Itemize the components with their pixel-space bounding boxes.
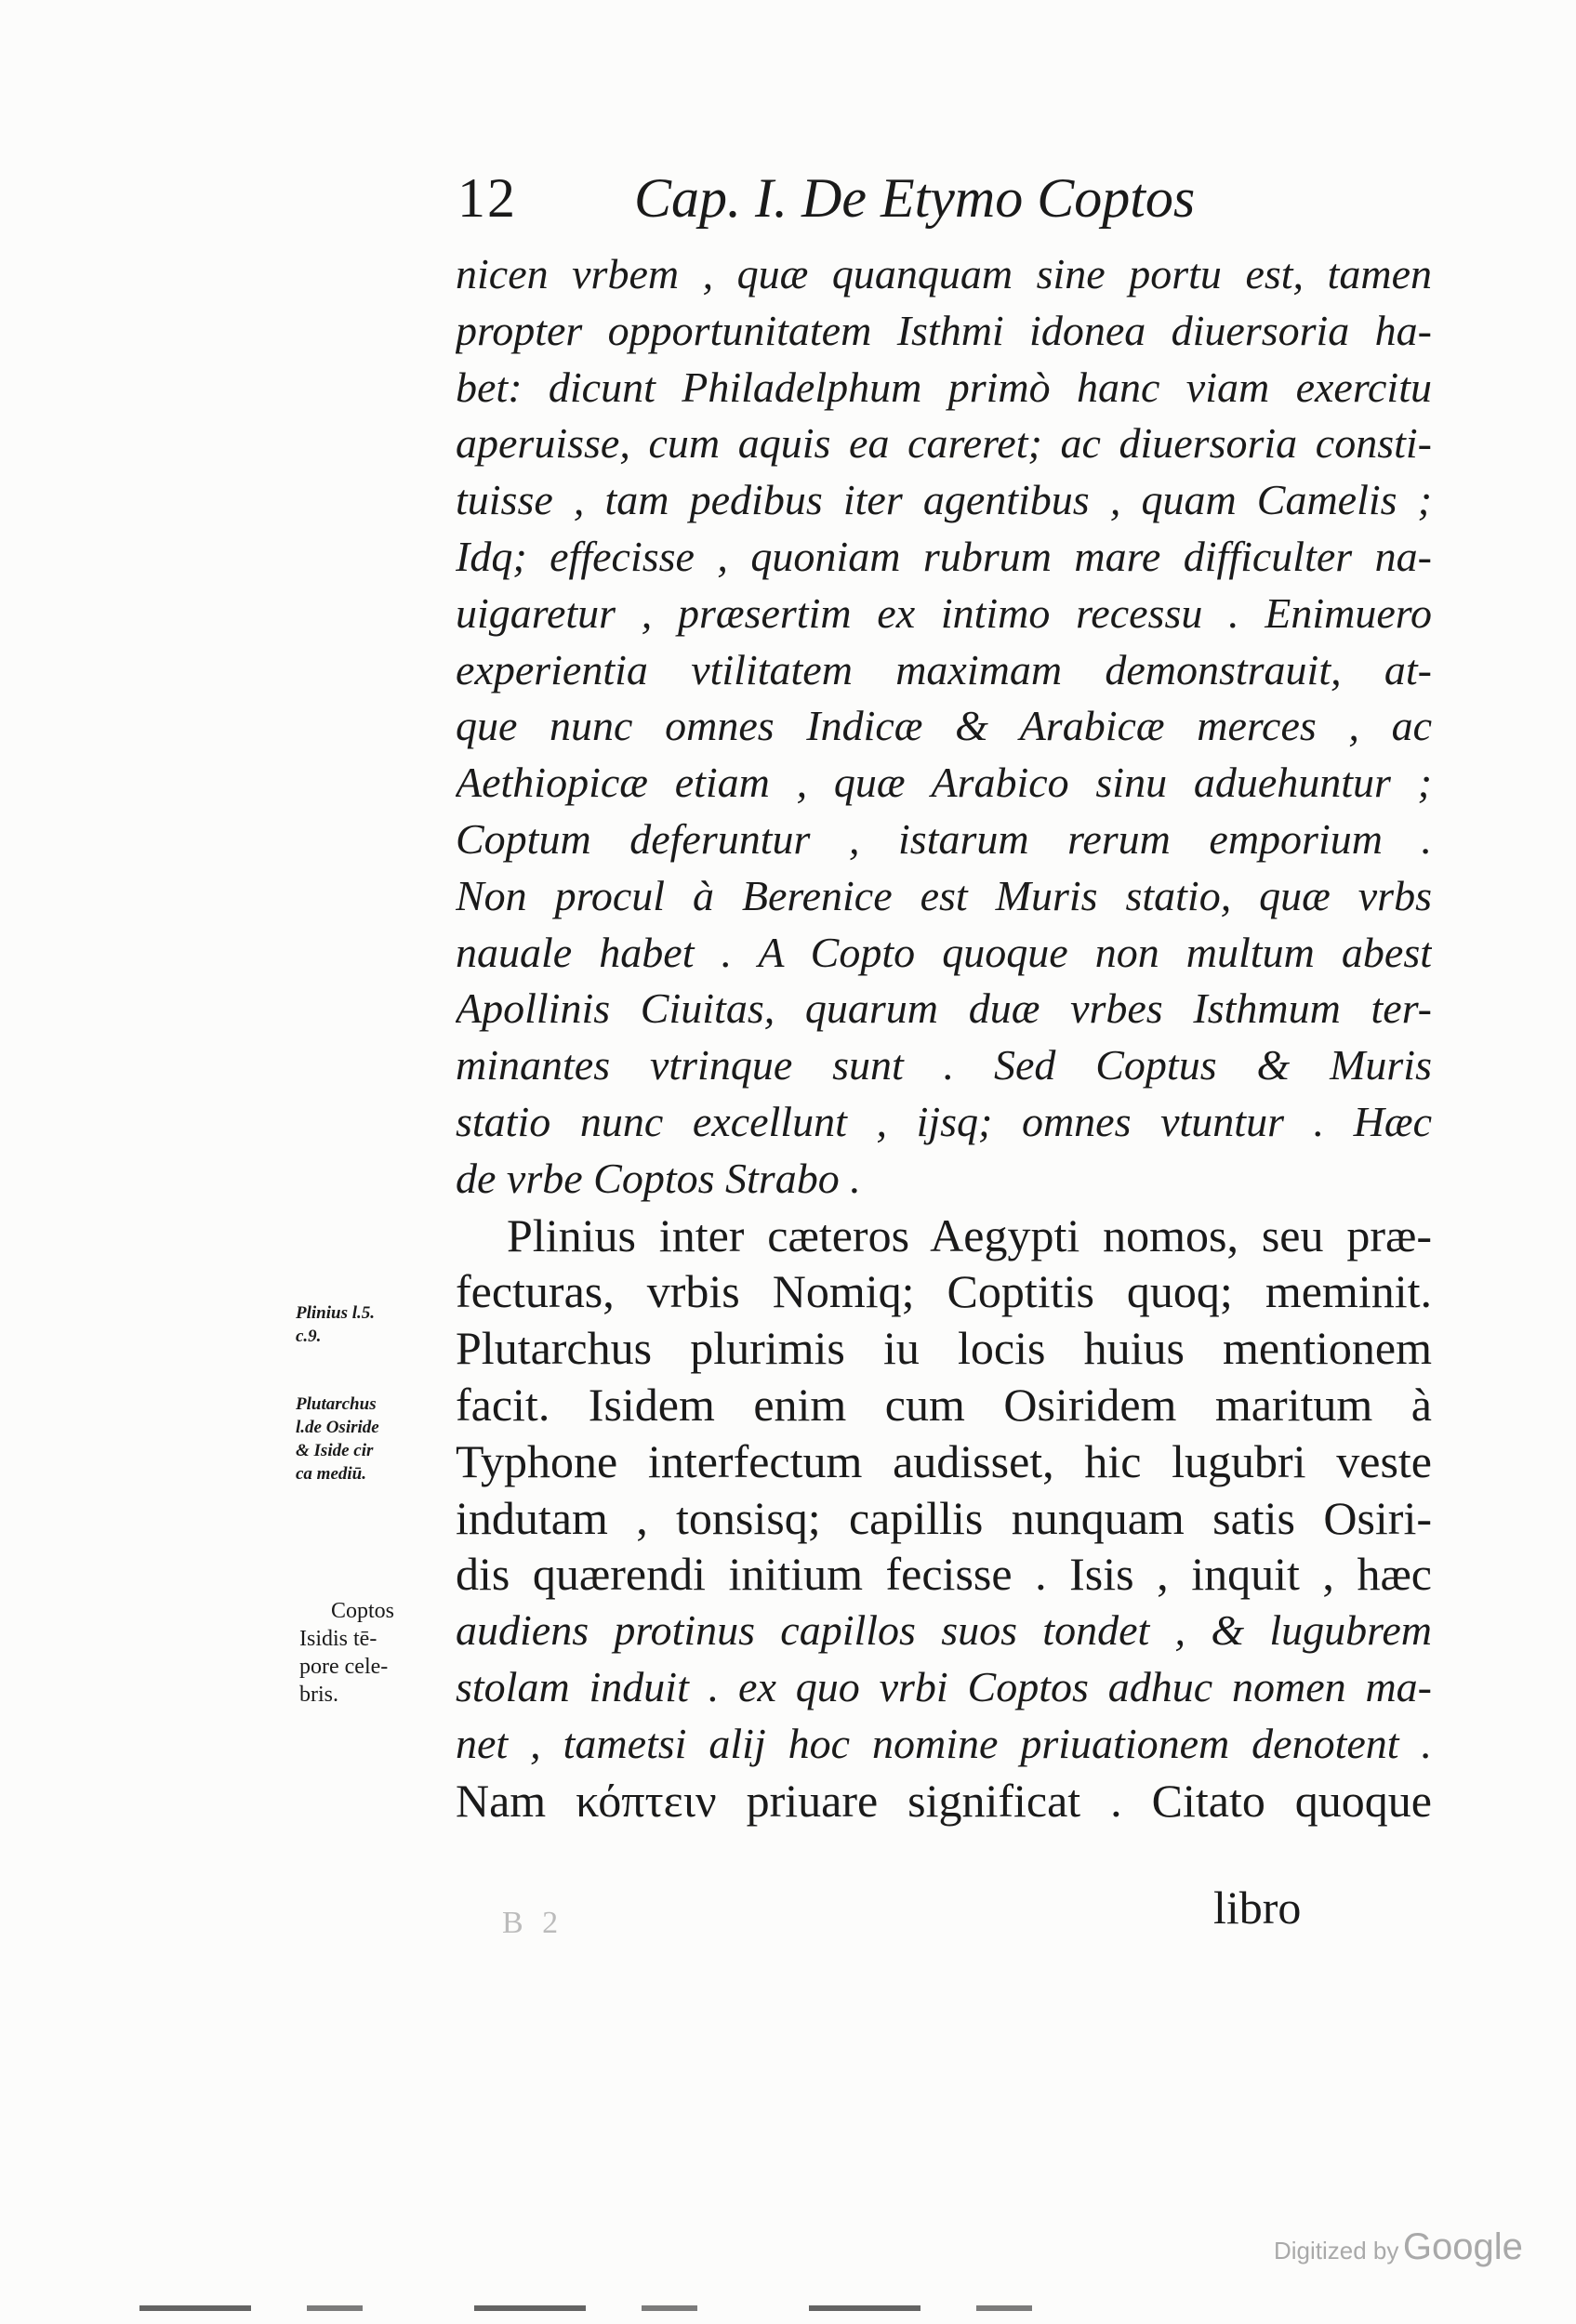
text-line: Aethiopicæ etiam , quæ Arabico sinu aduehuntur ; bbox=[456, 759, 1432, 807]
text-line: Plutarchus plurimis iu locis huius mentionem bbox=[456, 1322, 1432, 1375]
text-line: facit. Isidem enim cum Osiridem maritum à bbox=[456, 1378, 1432, 1431]
text-line: bet: dicunt Philadelphum primò hanc viam exercitu bbox=[456, 363, 1432, 411]
text-line: Apollinis Ciuitas, quarum duæ vrbes Isthmum ter- bbox=[456, 984, 1432, 1033]
margin-note-line: c.9. bbox=[296, 1327, 322, 1346]
text-line: net , tametsi alij hoc nomine priuationem denotent . bbox=[456, 1719, 1432, 1767]
text-line: de vrbe Coptos Strabo . bbox=[456, 1154, 861, 1202]
text-line: statio nunc excellunt , ijsq; omnes vtuntur . Hæc bbox=[456, 1097, 1432, 1145]
margin-note-line: Isidis tē- bbox=[299, 1627, 377, 1651]
text-line: Non procul à Berenice est Muris statio, quæ vrbs bbox=[456, 871, 1432, 919]
page-number: 12 bbox=[457, 167, 517, 229]
text-line: fecturas, vrbis Nomiq; Coptitis quoq; meminit. bbox=[456, 1265, 1432, 1318]
margin-note-plinius bbox=[296, 1301, 375, 1348]
text-line: indutam , tonsisq; capillis nunquam satis Osiri- bbox=[456, 1491, 1432, 1544]
text-line: minantes vtrinque sunt . Sed Coptus & Muris bbox=[456, 1041, 1432, 1089]
margin-note-coptos bbox=[299, 1597, 394, 1709]
main-text bbox=[456, 246, 1432, 1829]
scan-edge-artifact bbox=[139, 2305, 1069, 2311]
text-line: dis quærendi initium fecisse . Isis , inquit , hæc bbox=[456, 1548, 1432, 1601]
margin-note-line: l.de Osiride bbox=[296, 1418, 379, 1437]
margin-note-line: pore cele- bbox=[299, 1655, 389, 1679]
text-line: stolam induit . ex quo vrbi Coptos adhuc nomen ma- bbox=[456, 1662, 1432, 1710]
margin-note-line: Plutarchus bbox=[296, 1394, 377, 1414]
watermark-prefix: Digitized by bbox=[1274, 2237, 1399, 2265]
running-header bbox=[457, 156, 1294, 240]
margin-note-line: bris. bbox=[299, 1683, 338, 1707]
signature-mark: B 2 bbox=[502, 1906, 564, 1940]
margin-note-line: ca mediū. bbox=[296, 1464, 366, 1484]
margin-note-plutarchus bbox=[296, 1393, 379, 1486]
running-title: Cap. I. De Etymo Coptos bbox=[634, 167, 1196, 229]
text-line: uigaretur , præsertim ex intimo recessu . Enimuero bbox=[456, 588, 1432, 637]
margin-note-line: Plinius l.5. bbox=[296, 1303, 375, 1323]
text-line: que nunc omnes Indicæ & Arabicæ merces , ac bbox=[456, 702, 1432, 750]
text-line: nauale habet . A Copto quoque non multum abest bbox=[456, 928, 1432, 976]
text-line: nicen vrbem , quæ quanquam sine portu est, tamen bbox=[456, 250, 1432, 297]
watermark-brand: Google bbox=[1402, 2226, 1523, 2267]
catchword: libro bbox=[1213, 1882, 1302, 1934]
digitized-watermark bbox=[1274, 2226, 1523, 2268]
margin-note-line: & Iside cir bbox=[296, 1441, 374, 1460]
text-line: Idq; effecisse , quoniam rubrum mare difficulter na- bbox=[456, 532, 1432, 580]
text-line: Nam κόπτειν priuare significat . Citato quoque bbox=[456, 1774, 1432, 1827]
text-line: Coptum deferuntur , istarum rerum emporium . bbox=[456, 814, 1432, 863]
text-line: propter opportunitatem Isthmi idonea diuersoria ha- bbox=[456, 306, 1432, 354]
text-line: experientia vtilitatem maximam demonstrauit, at- bbox=[456, 645, 1432, 693]
text-line: audiens protinus capillos suos tondet , & lugubrem bbox=[456, 1606, 1432, 1655]
margin-note-line: Coptos bbox=[331, 1599, 395, 1623]
text-line: aperuisse, cum aquis ea careret; ac diuersoria consti- bbox=[456, 419, 1432, 468]
text-line: Plinius inter cæteros Aegypti nomos, seu præ- bbox=[507, 1208, 1432, 1261]
text-line: Typhone interfectum audisset, hic lugubri veste bbox=[456, 1434, 1432, 1487]
text-line: tuisse , tam pedibus iter agentibus , quam Camelis ; bbox=[456, 476, 1432, 524]
